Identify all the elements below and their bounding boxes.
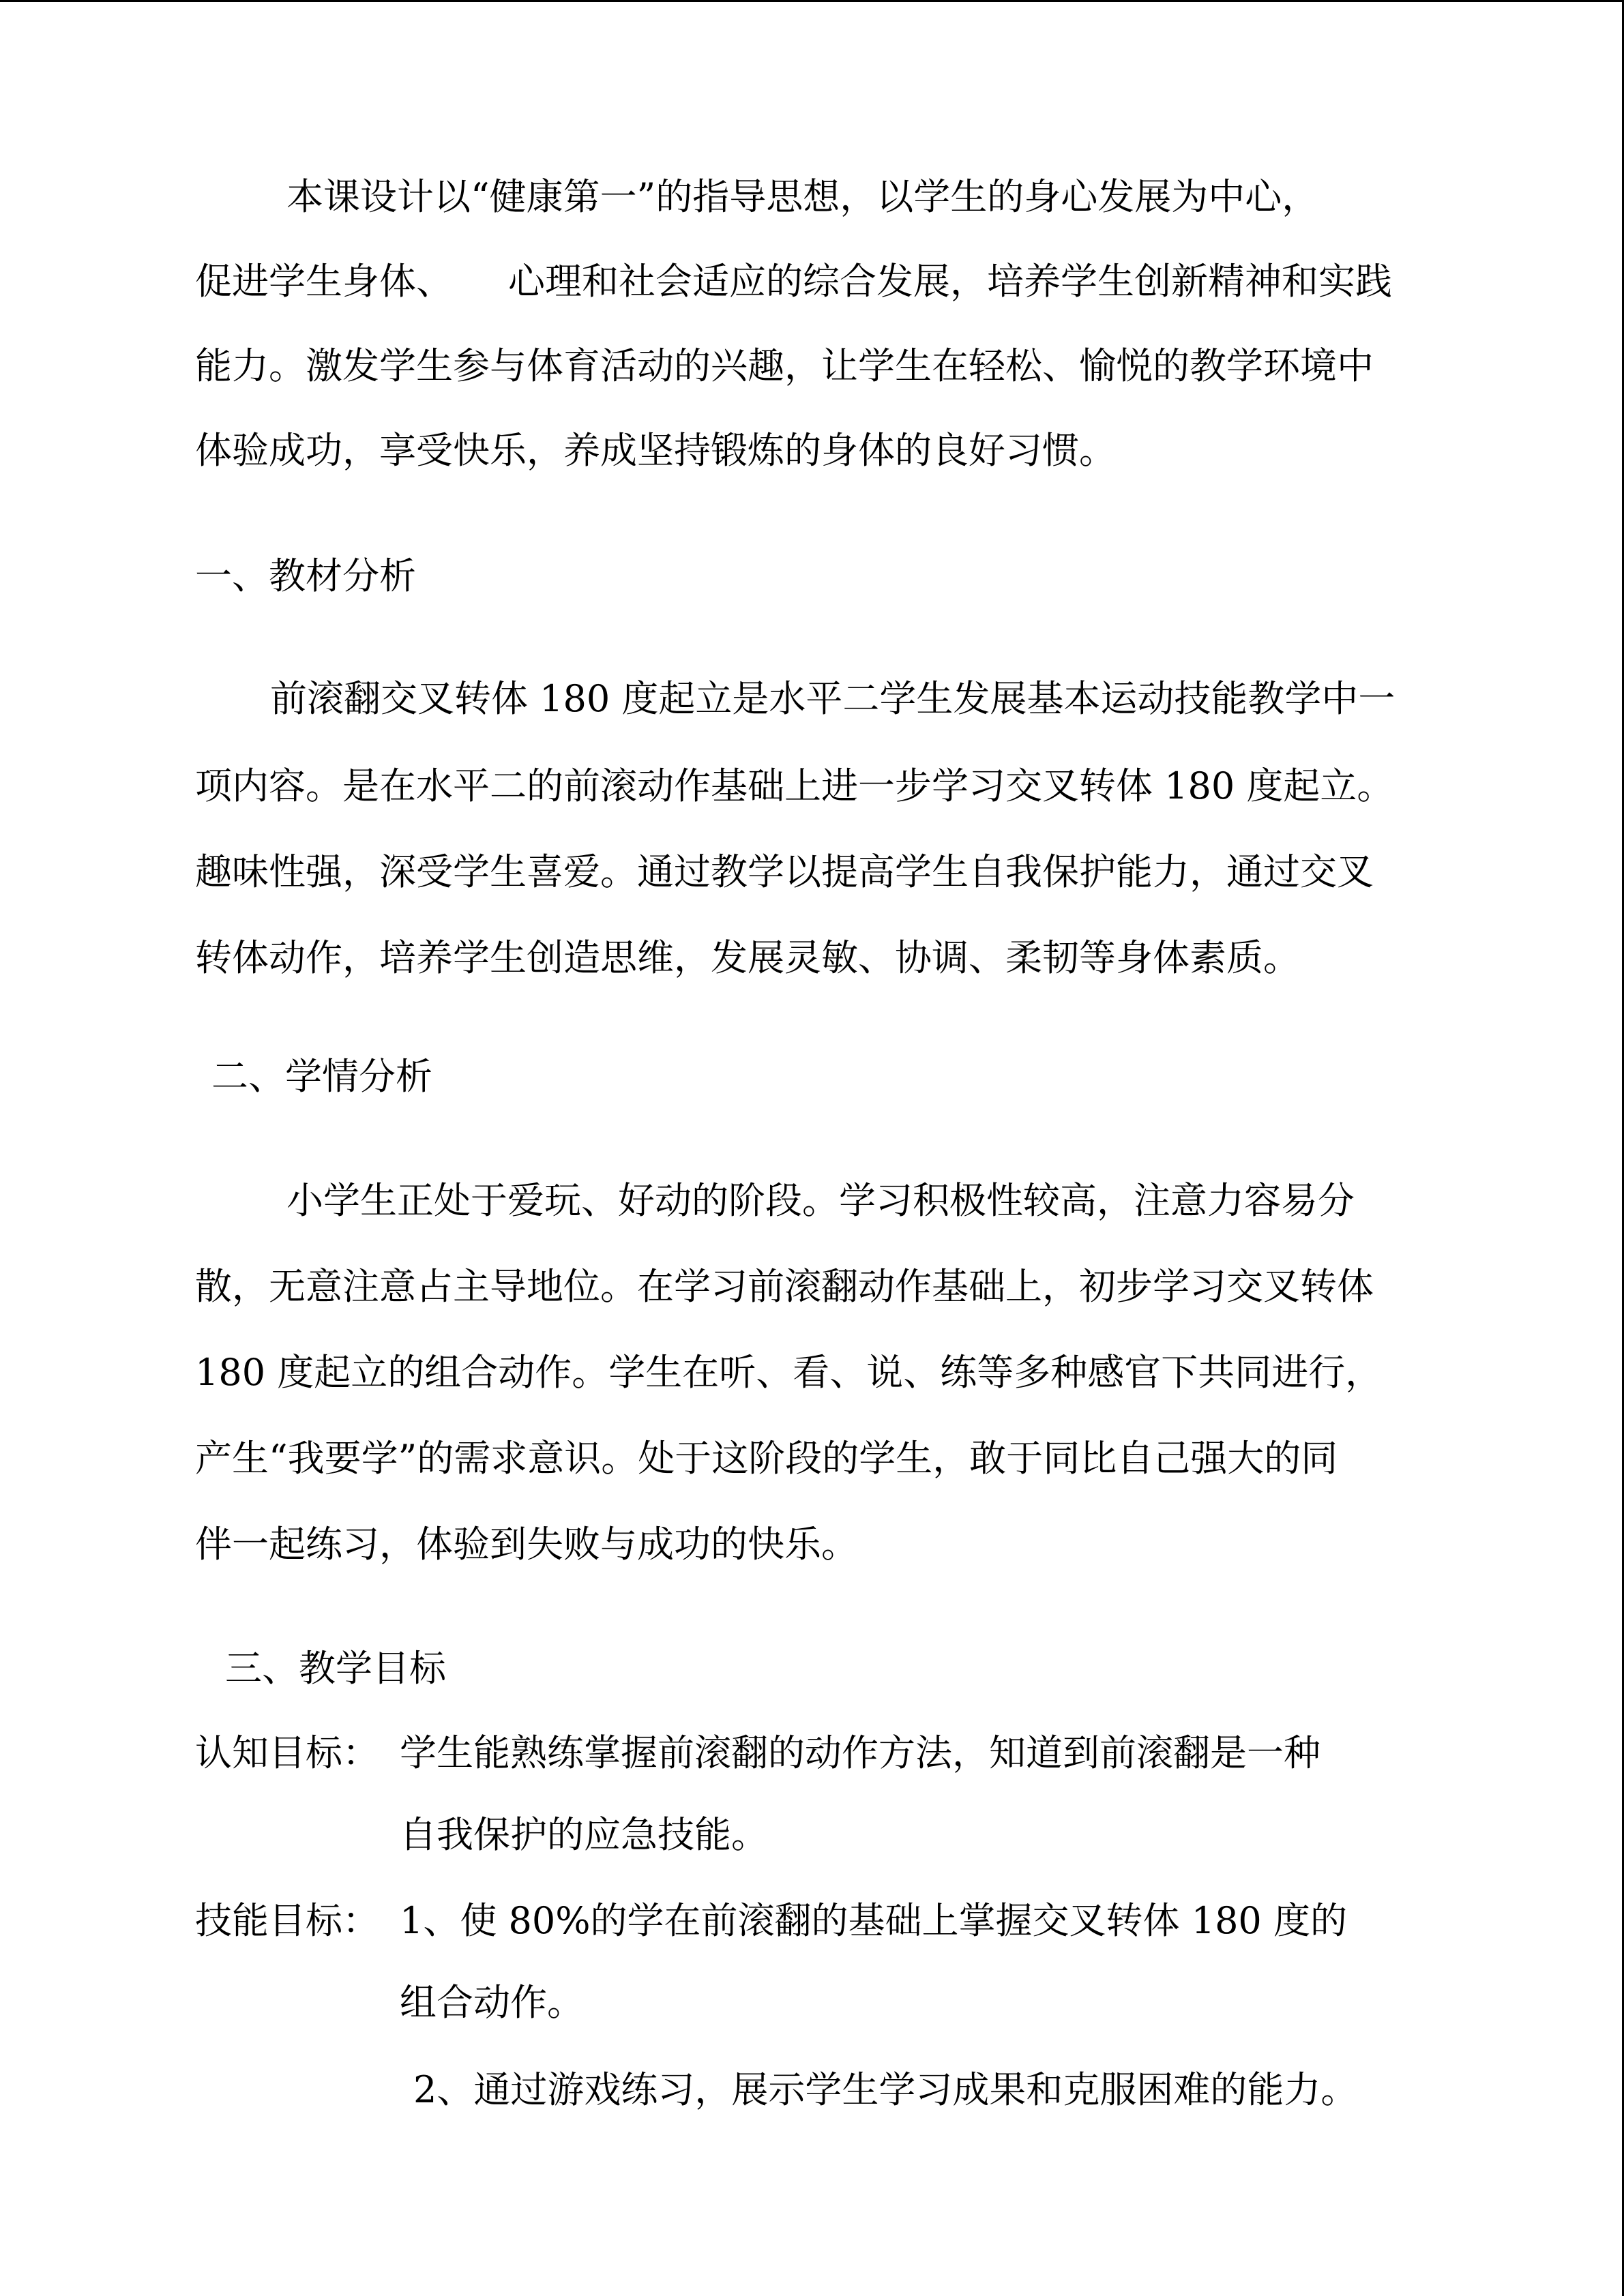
cognitive-goal-line: 学生能熟练掌握前滚翻的动作方法，知道到前滚翻是一种 [400,1731,1320,1774]
section1-line: 趣味性强，深受学生喜爱。通过教学以提高学生自我保护能力，通过交叉 [195,850,1374,893]
section2-line: 散，无意注意占主导地位。在学习前滚翻动作基础上，初步学习交叉转体 [195,1265,1374,1308]
section2-line: 伴一起练习，体验到失败与成功的快乐。 [195,1523,858,1566]
section2-line: 小学生正处于爱玩、好动的阶段。学习积极性较高，注意力容易分 [286,1179,1355,1222]
section1-line: 转体动作，培养学生创造思维，发展灵敏、协调、柔韧等身体素质。 [195,936,1300,979]
intro-line: 体验成功，享受快乐，养成坚持锻炼的身体的良好习惯。 [195,429,1116,472]
section-heading-student-analysis: 二、学情分析 [211,1055,432,1098]
section2-line: 180 度起立的组合动作。学生在听、看、说、练等多种感官下共同进行， [195,1351,1383,1394]
cognitive-goal-label: 认知目标： [195,1731,379,1774]
page-top-border [0,0,1624,2]
intro-line: 本课设计以“健康第一”的指导思想，以学生的身心发展为中心， [286,175,1319,218]
section-heading-material-analysis: 一、教材分析 [195,554,416,597]
skill-goal-label: 技能目标： [195,1899,379,1942]
section1-line: 前滚翻交叉转体 180 度起立是水平二学生发展基本运动技能教学中一 [270,677,1396,720]
skill-goal-line: 1、使 80%的学在前滚翻的基础上掌握交叉转体 180 度的 [400,1899,1347,1942]
section2-line: 产生“我要学”的需求意识。处于这阶段的学生，敢于同比自己强大的同 [195,1437,1338,1480]
skill-goal-line: 2、通过游戏练习，展示学生学习成果和克服困难的能力。 [413,2068,1358,2111]
skill-goal-line: 组合动作。 [400,1981,584,2024]
section1-line: 项内容。是在水平二的前滚动作基础上进一步学习交叉转体 180 度起立。 [195,764,1394,807]
cognitive-goal-line: 自我保护的应急技能。 [400,1813,768,1856]
section-heading-teaching-goals: 三、教学目标 [225,1647,446,1690]
intro-line: 促进学生身体、 心理和社会适应的综合发展，培养学生创新精神和实践 [195,260,1392,303]
intro-line: 能力。激发学生参与体育活动的兴趣，让学生在轻松、愉悦的教学环境中 [195,344,1374,387]
